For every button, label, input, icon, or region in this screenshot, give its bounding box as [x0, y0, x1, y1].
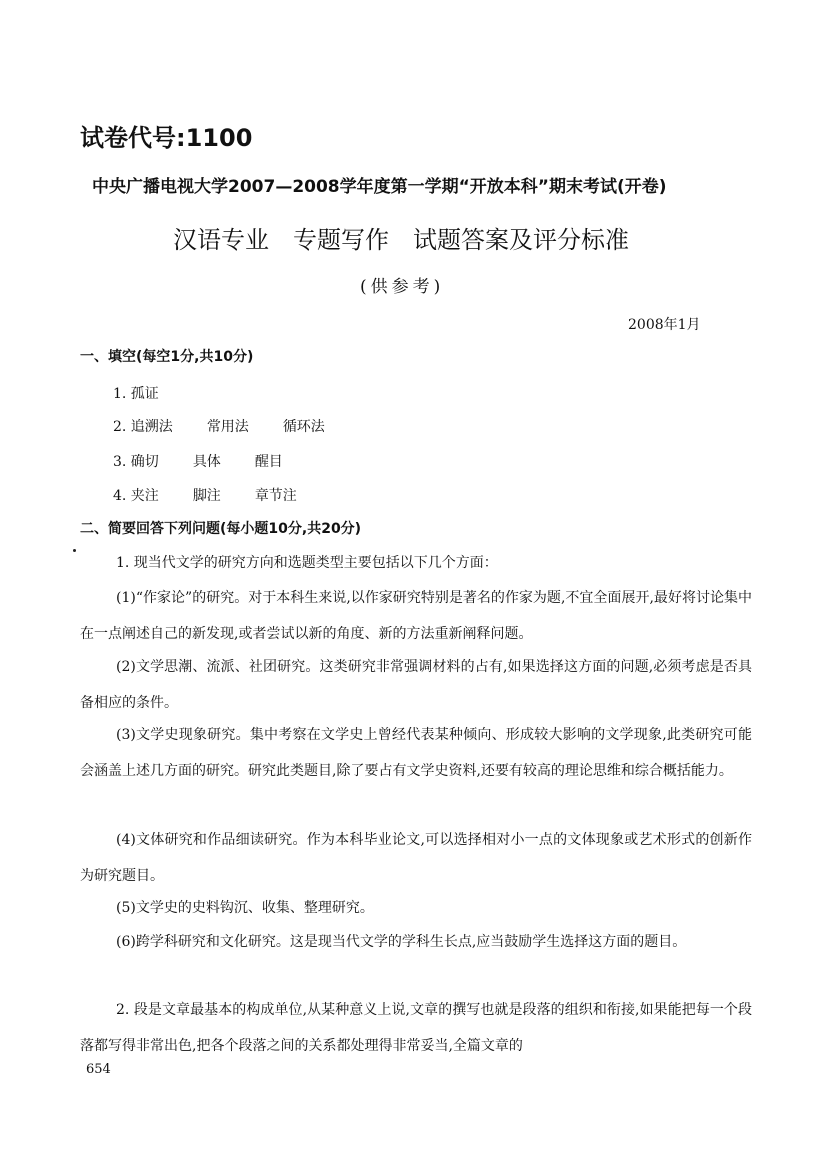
- answer-paragraph: (2)文学思潮、流派、社团研究。这类研究非常强调材料的占有,如果选择这方面的问题,必须考虑是否具备相应的条件。: [80, 659, 752, 711]
- fill-answer: 2. 追溯法: [113, 419, 173, 435]
- fill-answer: 脚注: [192, 488, 221, 504]
- subject-title: 汉语专业 专题写作 试题答案及评分标准: [173, 226, 629, 254]
- fill-answer: 具体: [192, 454, 221, 470]
- fill-item-4: [113, 485, 331, 505]
- exam-date: 2008年1月: [628, 317, 701, 333]
- reference-note: (供参考): [360, 277, 445, 297]
- fill-answer: 醒目: [254, 454, 283, 470]
- answer-paragraph: (6)跨学科研究和文化研究。这是现当代文学的学科生长点,应当鼓励学生选择这方面的题目。: [116, 934, 687, 950]
- fill-answer: 章节注: [254, 488, 297, 504]
- fill-item-2: [113, 416, 359, 436]
- fill-answer: 3. 确切: [113, 454, 159, 470]
- section2-title: 二、简要回答下列问题(每小题10分,共20分): [80, 521, 362, 537]
- answer-paragraph: (4)文体研究和作品细读研究。作为本科毕业论文,可以选择相对小一点的文体现象或艺术形式的创新作为研究题目。: [80, 832, 752, 884]
- answer-paragraph: (3)文学史现象研究。集中考察在文学史上曾经代表某种倾向、形成较大影响的文学现象,此类研究可能会涵盖上述几方面的研究。研究此类题目,除了要占有文学史资料,还要有较高的理论思维和综合概括能力。: [80, 727, 752, 779]
- fill-answer: 循环法: [282, 419, 325, 435]
- exam-code: 试卷代号:1100: [80, 124, 253, 152]
- answer-paragraph: (1)“作家论”的研究。对于本科生来说,以作家研究特别是著名的作家为题,不宜全面展开,最好将讨论集中在一点阐述自己的新发现,或者尝试以新的角度、新的方法重新阐释问题。: [80, 590, 752, 642]
- fill-item-3: [113, 451, 317, 471]
- fill-answer: 常用法: [206, 419, 249, 435]
- exam-header: 中央广播电视大学2007—2008学年度第一学期“开放本科”期末考试(开卷): [92, 177, 667, 197]
- fill-item-1: [113, 383, 193, 403]
- scan-speck: [73, 549, 76, 552]
- fill-answer: 1. 孤证: [113, 386, 159, 402]
- page-number: 654: [86, 1062, 111, 1077]
- answer-paragraph: 2. 段是文章最基本的构成单位,从某种意义上说,文章的撰写也就是段落的组织和衔接,如果能把每一个段落都写得非常出色,把各个段落之间的关系都处理得非常妥当,全篇文章的: [80, 1002, 752, 1054]
- answer-paragraph: 1. 现当代文学的研究方向和选题类型主要包括以下几个方面：: [116, 555, 498, 571]
- fill-answer: 4. 夹注: [113, 488, 159, 504]
- section1-title: 一、填空(每空1分,共10分): [80, 349, 254, 365]
- answer-paragraph: (5)文学史的史料钩沉、收集、整理研究。: [116, 900, 374, 916]
